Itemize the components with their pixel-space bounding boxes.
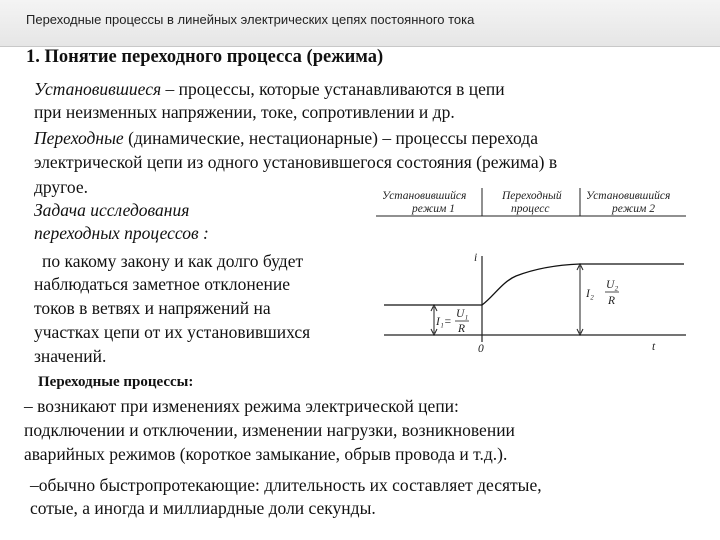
region-2-label-line-2: процесс	[511, 203, 550, 215]
x-axis-label: t	[652, 341, 656, 353]
region-2-label-line-1: Переходный	[502, 190, 562, 202]
i2-denominator: R	[608, 295, 616, 307]
task-line: токов в ветвях и напряжений на	[34, 298, 271, 318]
duration-line: сотые, а иногда и миллиардные доли секунды.	[30, 498, 376, 518]
transients-line: аварийных режимов (короткое замыкание, обрыв провода и т.д.).	[24, 444, 508, 464]
i1-label: I₁=	[436, 316, 452, 328]
transients-line: – возникают при изменениях режима электрической цепи:	[24, 396, 459, 416]
task-line: значений.	[34, 346, 107, 366]
transient-definition-line-1	[34, 128, 538, 148]
steady-definition-text: – процессы, которые устанавливаются в цепи	[161, 79, 505, 99]
task-line: по какому закону и как долго будет	[42, 251, 304, 271]
steady-term: Установившиеся	[34, 79, 162, 99]
transient-definition-line-3: другое.	[34, 177, 89, 197]
section-heading: 1. Понятие переходного процесса (режима)	[26, 47, 384, 67]
task-title-line-1: Задача исследования	[34, 200, 190, 220]
i2-label: I₂	[586, 288, 594, 300]
transient-process-graph	[374, 184, 692, 364]
transients-section-title: Переходные процессы:	[38, 374, 194, 390]
duration-line: –обычно быстропротекающие: длительность их составляет десятые,	[30, 475, 542, 495]
steady-definition-line-2: при неизменных напряжении, токе, сопротивлении и др.	[34, 102, 455, 122]
region-1-label-line-1: Установившийся	[382, 190, 467, 202]
transient-definition-text: (динамические, нестационарные) – процессы перехода	[123, 128, 538, 148]
i1-numerator: U₁	[456, 308, 469, 320]
task-title-line-2: переходных процессов :	[34, 223, 209, 243]
region-3-label-line-2: режим 2	[612, 203, 655, 215]
region-3-label-line-1: Установившийся	[586, 190, 671, 202]
transient-term: Переходные	[34, 128, 124, 148]
transients-line: подключении и отключении, изменении нагрузки, возникновении	[24, 420, 515, 440]
transient-process-diagram	[374, 184, 692, 364]
slide-header-title: Переходные процессы в линейных электрических цепях постоянного тока	[26, 12, 475, 27]
slide-header-band	[0, 0, 720, 47]
current-curve	[384, 264, 684, 305]
origin-label: 0	[478, 343, 484, 355]
y-axis-label: i	[474, 252, 478, 264]
i2-numerator: U₂	[606, 279, 619, 291]
i1-denominator: R	[458, 323, 466, 335]
transient-definition-line-2: электрической цепи из одного установившегося состояния (режима) в	[34, 152, 558, 172]
steady-definition-line-1	[34, 79, 505, 99]
task-line: участках цепи от их установившихся	[34, 322, 311, 342]
region-1-label-line-2: режим 1	[412, 203, 455, 215]
task-line: наблюдаться заметное отклонение	[34, 274, 290, 294]
